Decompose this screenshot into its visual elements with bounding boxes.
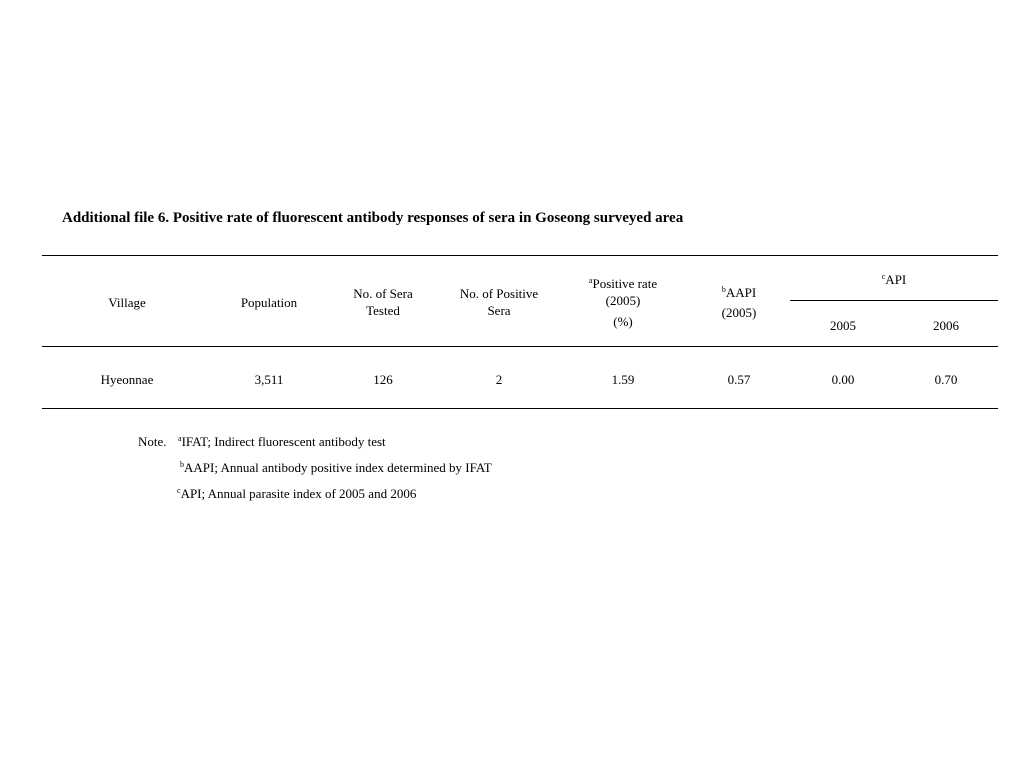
table-bottom-rule xyxy=(42,408,998,409)
header-village: Village xyxy=(108,295,146,310)
header-sera-tested: No. of Sera Tested xyxy=(353,286,413,318)
header-aapi: $^b$AAPI (2005) xyxy=(721,285,757,320)
header-positive-rate: $^a$Positive rate (2005) (%) xyxy=(588,276,658,329)
header-population: Population xyxy=(240,295,298,310)
table-top-rule xyxy=(42,255,998,256)
note-a: $^a$IFAT; Indirect fluorescent antibody test xyxy=(178,434,386,449)
cell-population: 3,511 xyxy=(254,372,284,387)
header-api-group: $^c$API xyxy=(881,272,907,287)
header-api-2006: 2006 xyxy=(933,318,959,333)
table-header-rule xyxy=(42,346,998,347)
cell-api-2005: 0.00 xyxy=(831,372,855,387)
header-positive-sera: No. of Positive Sera xyxy=(459,286,539,318)
note-c: $^c$API; Annual parasite index of 2005 and 2006 xyxy=(177,486,417,501)
document-title: Additional file 6. Positive rate of fluorescent antibody responses of sera in Goseong surveyed area xyxy=(62,210,684,226)
note-b: $^b$AAPI; Annual antibody positive index determined by IFAT xyxy=(180,460,492,475)
cell-positive-sera: 2 xyxy=(495,372,503,387)
cell-positive-rate: 1.59 xyxy=(611,372,635,387)
cell-aapi: 0.57 xyxy=(727,372,751,387)
header-api-2005: 2005 xyxy=(830,318,856,333)
cell-village: Hyeonnae xyxy=(100,372,154,387)
cell-api-2006: 0.70 xyxy=(934,372,958,387)
cell-sera-tested: 126 xyxy=(373,372,393,387)
note-label: Note. xyxy=(138,434,167,449)
api-group-rule xyxy=(790,300,998,301)
